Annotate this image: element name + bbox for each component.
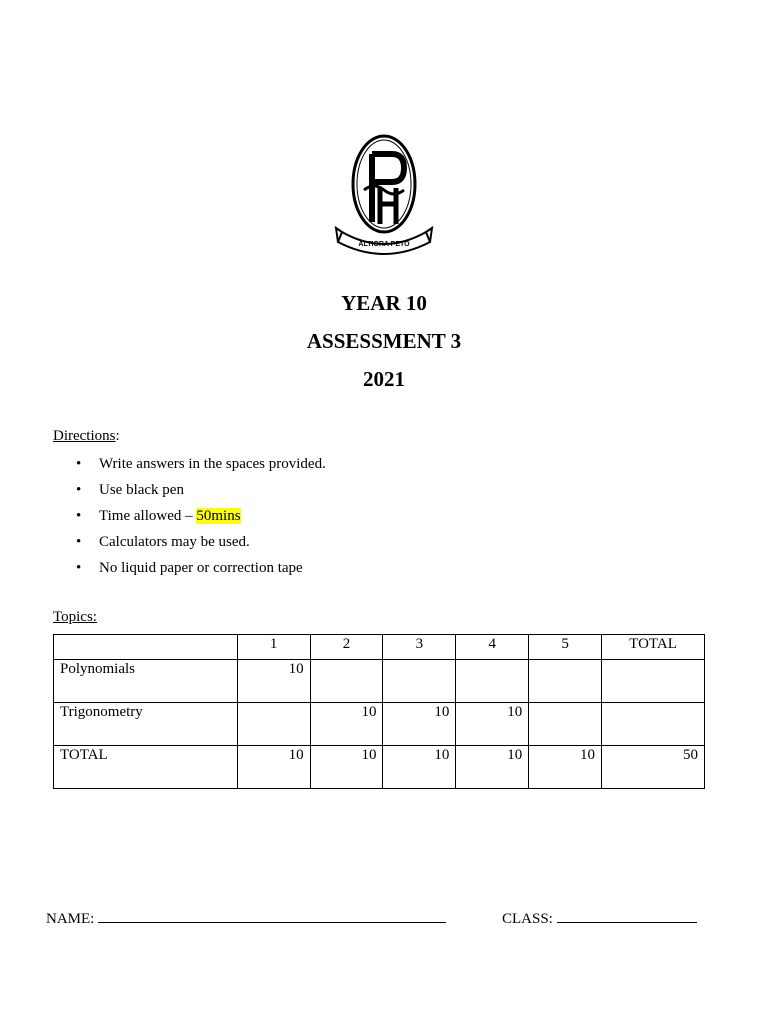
direction-item bbox=[76, 505, 326, 531]
row-label: TOTAL bbox=[54, 746, 238, 789]
crest-motto: ALTIORA PETO bbox=[358, 241, 410, 248]
bullet-icon: • bbox=[76, 560, 82, 576]
direction-text: Write answers in the spaces provided. bbox=[99, 456, 326, 472]
table-cell: 10 bbox=[310, 703, 383, 746]
table-cell: 10 bbox=[456, 746, 529, 789]
direction-item bbox=[76, 453, 326, 479]
table-cell bbox=[602, 660, 705, 703]
table-cell: 10 bbox=[456, 703, 529, 746]
row-label: Polynomials bbox=[54, 660, 238, 703]
direction-item bbox=[76, 557, 326, 583]
header-cell: 4 bbox=[456, 635, 529, 660]
direction-text: Calculators may be used. bbox=[99, 534, 250, 550]
bullet-icon: • bbox=[76, 508, 82, 524]
direction-text: Use black pen bbox=[99, 482, 184, 498]
table-cell bbox=[529, 660, 602, 703]
title-assessment: ASSESSMENT 3 bbox=[306, 329, 462, 353]
directions-heading bbox=[53, 428, 120, 445]
topics-heading: Topics: bbox=[53, 609, 97, 625]
class-field bbox=[502, 908, 697, 928]
table-cell bbox=[529, 703, 602, 746]
table-cell: 10 bbox=[383, 746, 456, 789]
header-cell: 1 bbox=[237, 635, 310, 660]
directions-colon: : bbox=[115, 428, 120, 444]
class-blank-line[interactable] bbox=[557, 908, 697, 923]
class-label: CLASS: bbox=[502, 911, 553, 927]
table-header-row bbox=[54, 635, 705, 660]
table-cell: 10 bbox=[237, 746, 310, 789]
table-cell: 10 bbox=[383, 703, 456, 746]
directions-label: Directions bbox=[53, 428, 116, 444]
direction-item bbox=[76, 531, 326, 557]
row-label: Trigonometry bbox=[54, 703, 238, 746]
table-cell bbox=[602, 703, 705, 746]
title-year: YEAR 10 bbox=[341, 291, 427, 315]
name-label: NAME: bbox=[46, 911, 95, 927]
table-cell bbox=[456, 660, 529, 703]
table-cell bbox=[383, 660, 456, 703]
topics-table bbox=[53, 634, 705, 789]
table-row bbox=[54, 746, 705, 789]
table-row bbox=[54, 660, 705, 703]
name-field bbox=[46, 908, 446, 928]
header-cell bbox=[54, 635, 238, 660]
title-block bbox=[0, 288, 768, 402]
table-cell: 10 bbox=[529, 746, 602, 789]
header-cell: 3 bbox=[383, 635, 456, 660]
name-blank-line[interactable] bbox=[98, 908, 446, 923]
school-crest-logo bbox=[334, 132, 434, 262]
table-cell: 10 bbox=[310, 746, 383, 789]
table-cell bbox=[310, 660, 383, 703]
directions-list bbox=[76, 453, 326, 583]
time-allowed-highlight: 50mins bbox=[196, 508, 241, 524]
direction-text: No liquid paper or correction tape bbox=[99, 560, 303, 576]
table-row bbox=[54, 703, 705, 746]
bullet-icon: • bbox=[76, 534, 82, 550]
direction-item bbox=[76, 479, 326, 505]
title-date: 2021 bbox=[363, 367, 405, 391]
table-cell: 50 bbox=[602, 746, 705, 789]
table-cell: 10 bbox=[237, 660, 310, 703]
table-cell bbox=[237, 703, 310, 746]
header-cell: 2 bbox=[310, 635, 383, 660]
direction-text: Time allowed – bbox=[99, 508, 197, 524]
bullet-icon: • bbox=[76, 456, 82, 472]
bullet-icon: • bbox=[76, 482, 82, 498]
header-cell: 5 bbox=[529, 635, 602, 660]
header-cell: TOTAL bbox=[602, 635, 705, 660]
